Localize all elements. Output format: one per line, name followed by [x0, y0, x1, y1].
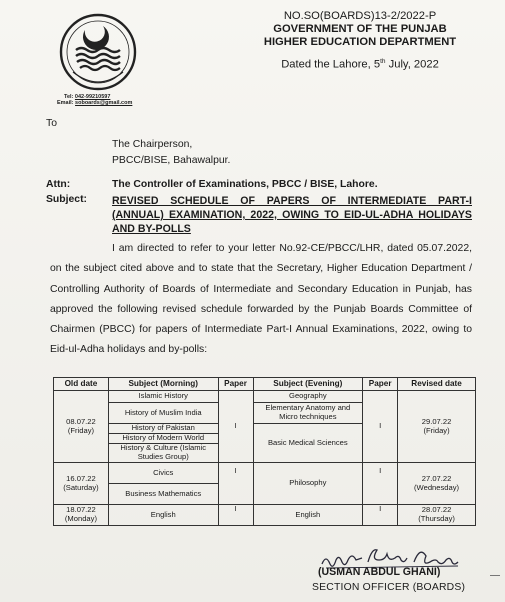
morning-subject: History of Muslim India [108, 403, 218, 424]
old-day: (Monday) [64, 514, 97, 523]
header-paper: Paper [218, 378, 253, 391]
divider [490, 575, 500, 576]
revised-date: 27.07.22 [421, 473, 452, 483]
to-label: To [46, 118, 57, 129]
revised-date: 28.07.22 [421, 505, 452, 515]
reference-number: NO.SO(BOARDS)13-2/2022-P [283, 10, 437, 22]
subject-label: Subject: [46, 194, 87, 205]
government-title: GOVERNMENT OF THE PUNJAB [273, 23, 447, 35]
email-label: Email: [57, 100, 76, 106]
paper-cell: I [218, 463, 253, 505]
attn-label: Attn: [46, 179, 71, 190]
revised-day: (Friday) [423, 425, 450, 435]
old-date-cell [54, 505, 109, 526]
paper-cell: I [218, 391, 253, 463]
morning-subject: History of Modern World [108, 434, 218, 444]
date-prefix: Dated the Lahore, 5 [281, 58, 381, 71]
paper-cell: I [363, 505, 398, 526]
paper-cell: I [218, 505, 253, 526]
morning-subject: History & Culture (Islamic Studies Group) [108, 444, 218, 463]
email-address: soboards@gmail.com [75, 100, 133, 106]
revised-date-cell [398, 505, 476, 526]
signatory-title: SECTION OFFICER (BOARDS) [312, 582, 466, 593]
old-date: 16.07.22 [66, 473, 96, 483]
date-line [255, 55, 465, 72]
recipient-title: The Chairperson, [112, 139, 193, 150]
revised-date-cell [398, 463, 476, 505]
old-date-cell [54, 463, 109, 505]
old-day: (Friday) [67, 425, 95, 435]
morning-subject: Civics [108, 463, 218, 484]
header-subject-morning: Subject (Morning) [108, 378, 218, 391]
paper-cell: I [363, 391, 398, 463]
old-date-cell [54, 391, 109, 463]
table-row [54, 391, 476, 403]
body-text: I am directed to refer to your letter No.92-CE/PBCC/LHR, dated 05.07.2022, on the subject cited above and to state that the Secretary, Higher Education Department / Controlling Authority of Boards of Intermediate and Secondary Education in Punjab, has approved the following revised schedule forwarded by the Punjab Boards Committee of Chairmen (PBCC) for papers of Intermediate Part-I Annual Examinations, 2022, owing to Eid-ul-Adha holidays and by-polls: [50, 243, 472, 356]
evening-subject: English [253, 505, 363, 526]
date-suffix: July, 2022 [385, 58, 439, 71]
evening-subject: Philosophy [253, 463, 363, 505]
revised-date: 29.07.22 [421, 416, 452, 426]
old-day: (Saturday) [63, 482, 99, 492]
old-date: 18.07.22 [66, 505, 96, 515]
header-old-date: Old date [54, 378, 109, 391]
tel-number: 042-99210597 [74, 94, 111, 100]
paper-cell: I [363, 463, 398, 505]
old-date: 08.07.22 [66, 416, 96, 426]
schedule-table [53, 377, 476, 526]
morning-subject: English [108, 505, 218, 526]
table-row [54, 463, 476, 484]
revised-day: (Thursday) [418, 514, 455, 523]
subject-value: REVISED SCHEDULE OF PAPERS OF INTERMEDIATE PART-I (ANNUAL) EXAMINATION, 2022, OWING TO EID-UL-ADHA HOLIDAYS AND BY-POLLS [112, 195, 472, 235]
table-row [54, 505, 476, 526]
body-paragraph [50, 239, 472, 361]
header-paper: Paper [363, 378, 398, 391]
department-title: HIGHER EDUCATION DEPARTMENT [263, 36, 457, 48]
evening-subject: Basic Medical Sciences [253, 424, 363, 463]
evening-subject: Geography [253, 391, 363, 403]
letterhead [255, 10, 465, 72]
evening-subject: Elementary Anatomy and Micro techniques [253, 403, 363, 424]
punjab-government-logo [58, 12, 138, 92]
signatory-name: (USMAN ABDUL GHANI) [318, 566, 441, 578]
header-subject-evening: Subject (Evening) [253, 378, 363, 391]
header-revised-date: Revised date [398, 378, 476, 391]
morning-subject: History of Pakistan [108, 424, 218, 434]
recipient-org: PBCC/BISE, Bahawalpur. [112, 155, 231, 166]
revised-day: (Wednesday) [414, 482, 460, 492]
attn-value: The Controller of Examinations, PBCC / BISE, Lahore. [112, 179, 378, 190]
morning-subject: Islamic History [108, 391, 218, 403]
table-header-row [54, 378, 476, 391]
revised-date-cell [398, 391, 476, 463]
morning-subject: Business Mathematics [108, 484, 218, 505]
date-superscript: th [380, 58, 386, 65]
tel-label: Tel: [64, 94, 75, 100]
email-line [57, 100, 132, 107]
